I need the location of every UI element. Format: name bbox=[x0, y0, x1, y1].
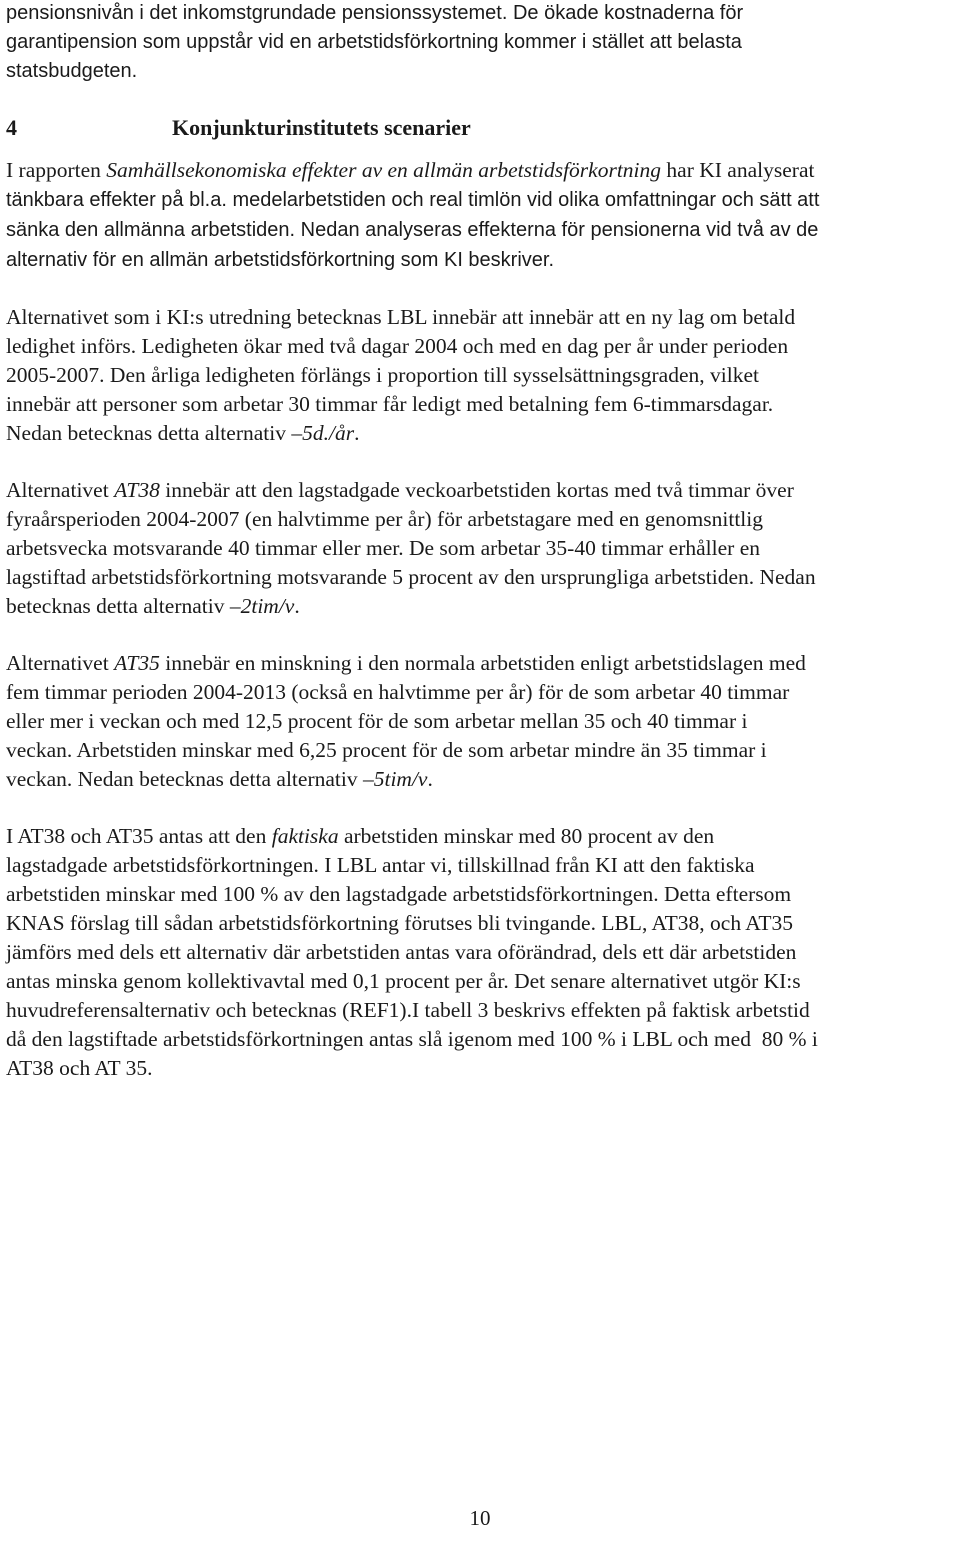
text: Nedan betecknas detta alternativ bbox=[6, 421, 292, 445]
text: betecknas detta alternativ bbox=[6, 594, 230, 618]
page-number: 10 bbox=[469, 1506, 491, 1530]
text: lagstadgade arbetstidsförkortningen. I LBL antar vi, tillskillnad från KI att den faktiska bbox=[6, 853, 755, 877]
text: KNAS förslag till sådan arbetstidsförkortning förutses bli tvingande. LBL, AT38, och AT35 bbox=[6, 911, 794, 935]
text: . bbox=[354, 421, 360, 445]
text: AT38 och AT 35. bbox=[6, 1056, 153, 1080]
text: I AT38 och AT35 antas att den bbox=[6, 824, 272, 848]
text: 2005-2007. bbox=[6, 363, 105, 387]
text: jämförs med dels ett alternativ där arbetstiden antas vara oförändrad, dels ett där arbetstiden bbox=[6, 940, 797, 964]
intro-line-3: statsbudgeten. bbox=[6, 60, 138, 82]
paragraph-ki-report bbox=[6, 156, 958, 275]
text: innebär att personer som arbetar 30 timmar får ledigt med betalning fem 6-timmarsdagar. bbox=[6, 392, 774, 416]
report-title: Samhällsekonomiska effekter av en allmän arbetstidsförkortning bbox=[106, 158, 662, 182]
alternative-label: –5tim/v bbox=[362, 767, 428, 791]
text: Den årliga ledigheten förlängs i proportion till sysselsättningsgraden, vilket bbox=[104, 363, 759, 387]
text: antas minska genom kollektivavtal med 0,1 procent per år. Det senare alternativet utgör KI:s bbox=[6, 969, 801, 993]
text: sänka den allmänna arbetstiden. bbox=[6, 219, 296, 241]
text: Alternativet som i KI:s utredning betecknas LBL innebär att innebär att en ny lag om betald bbox=[6, 305, 796, 329]
text: fyraårsperioden 2004-2007 (en halvtimme per år) för arbetstagare med en genomsnittlig bbox=[6, 507, 764, 531]
text: ledighet införs. bbox=[6, 334, 137, 358]
paragraph-at35 bbox=[6, 649, 958, 794]
text: . bbox=[427, 767, 433, 791]
text: innebär att den lagstadgade veckoarbetstiden kortas med två timmar över bbox=[159, 478, 794, 502]
text: lagstiftad arbetstidsförkortning motsvarande 5 procent av den ursprungliga arbetstiden. Nedan bbox=[6, 565, 816, 589]
intro-paragraph bbox=[6, 0, 958, 86]
text: huvudreferensalternativ och betecknas (REF1).I tabell 3 beskrivs effekten på faktisk arbetstid bbox=[6, 998, 810, 1022]
paragraph-at38 bbox=[6, 476, 958, 621]
text: innebär en minskning i den normala arbetstiden enligt arbetstidslagen med bbox=[159, 651, 806, 675]
text: arbetstiden minskar med 80 procent av den bbox=[338, 824, 715, 848]
text: eller mer i veckan och med 12,5 procent för de som arbetar mellan 35 och 40 timmar i bbox=[6, 709, 748, 733]
text: Nedan analyseras effekterna för pensionerna vid två av de bbox=[295, 219, 819, 241]
intro-line-2: garantipension som uppstår vid en arbetstidsförkortning kommer i stället att belasta bbox=[6, 31, 742, 53]
alternative-name: AT35 bbox=[114, 651, 160, 675]
section-heading bbox=[6, 113, 958, 142]
alternative-name: AT38 bbox=[114, 478, 160, 502]
section-title: Konjunkturinstitutets scenarier bbox=[172, 115, 471, 140]
text: Ledigheten ökar med två dagar 2004 och med en dag per år under perioden bbox=[136, 334, 789, 358]
text: veckan. Nedan betecknas detta alternativ bbox=[6, 767, 363, 791]
text: då den lagstiftade arbetstidsförkortningen antas slå igenom med 100 % i LBL och med 80 % i bbox=[6, 1027, 818, 1051]
text: arbetsvecka motsvarande 40 timmar eller mer. De som arbetar 35-40 timmar erhåller en bbox=[6, 536, 760, 560]
alternative-label: –2tim/v bbox=[229, 594, 295, 618]
text: Alternativet bbox=[6, 651, 115, 675]
text: tänkbara effekter på bl.a. medelarbetstiden och real timlön vid olika omfattningar och sätt att bbox=[6, 189, 820, 211]
paragraph-lbl bbox=[6, 303, 958, 448]
text: . bbox=[294, 594, 300, 618]
paragraph-actual-working-time bbox=[6, 822, 958, 1083]
text: Alternativet bbox=[6, 478, 115, 502]
text: veckan. Arbetstiden minskar med 6,25 procent för de som arbetar mindre än 35 timmar i bbox=[6, 738, 767, 762]
alternative-label: –5d./år bbox=[291, 421, 355, 445]
text: fem timmar perioden 2004-2013 (också en halvtimme per år) för de som arbetar 40 timmar bbox=[6, 680, 790, 704]
text: har KI analyserat bbox=[661, 158, 815, 182]
text: arbetstiden minskar med 100 % av den lagstadgade arbetstidsförkortningen. Detta eftersom bbox=[6, 882, 792, 906]
intro-line-1: pensionsnivån i det inkomstgrundade pensionssystemet. De ökade kostnaderna för bbox=[6, 2, 744, 24]
emphasis: faktiska bbox=[271, 824, 339, 848]
document-page bbox=[6, 0, 958, 1083]
text: I rapporten bbox=[6, 158, 107, 182]
section-number: 4 bbox=[6, 115, 17, 140]
text: alternativ för en allmän arbetstidsförkortning som KI beskriver. bbox=[6, 249, 555, 271]
